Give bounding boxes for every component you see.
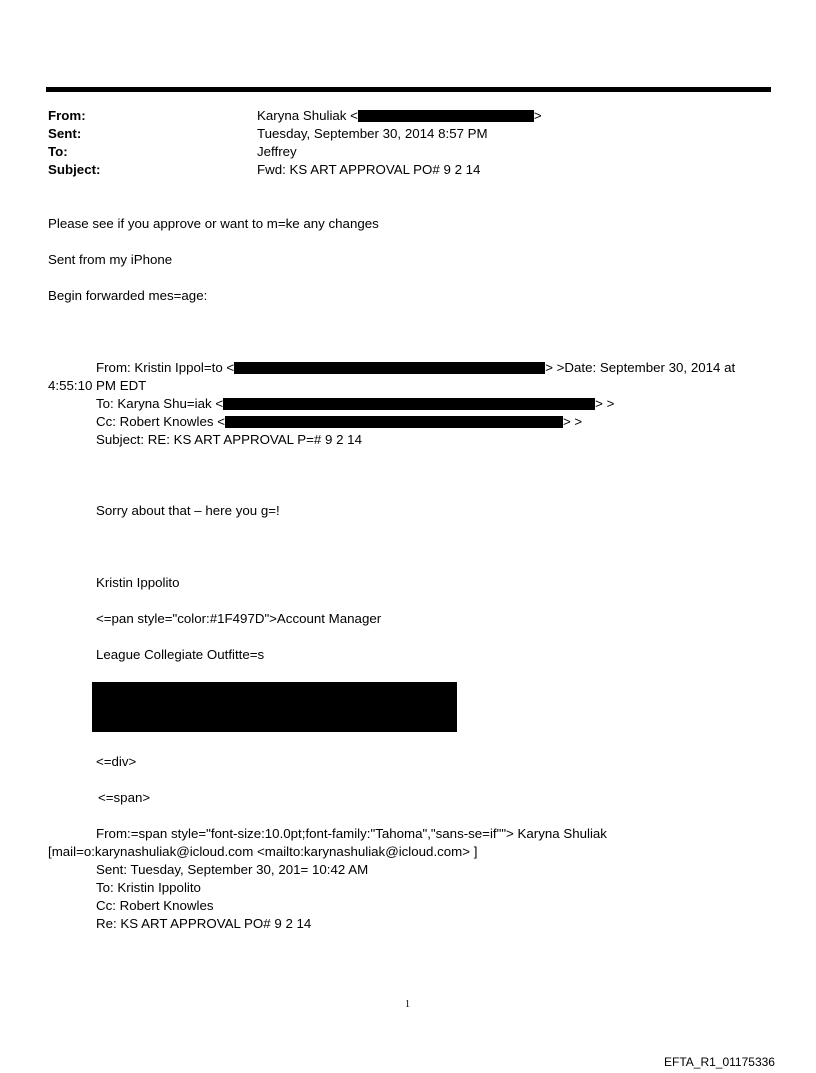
fwd-date-cont: 4:55:10 PM EDT <box>48 378 147 393</box>
sig-title: <=pan style="color:#1F497D">Account Manager <box>96 611 382 626</box>
body-line-3: Begin forwarded mes=age: <box>48 288 208 303</box>
fwd-to-end: > > <box>595 396 615 411</box>
subject-label: Subject: <box>48 162 101 177</box>
from-name: Karyna Shuliak < <box>257 108 358 123</box>
redaction-bar <box>234 362 545 374</box>
fwd-cc-end: > > <box>562 414 583 429</box>
page-number: 1 <box>405 999 410 1010</box>
fwd-from-end: > >Date: September 30, 2014 at <box>545 360 736 375</box>
redaction-bar <box>223 398 595 410</box>
signature-redaction <box>92 682 457 732</box>
fwd-to-line <box>96 395 614 413</box>
fwd-sorry: Sorry about that – here you g=! <box>96 503 280 518</box>
sent-label: Sent: <box>48 126 82 141</box>
from-label: From: <box>48 108 86 123</box>
document-id: EFTA_R1_01175336 <box>664 1055 775 1069</box>
quoted-mail: [mail=o:karynashuliak@icloud.com <mailto:karynashuliak@icloud.com> ] <box>48 844 478 859</box>
fwd-cc-line <box>96 413 582 431</box>
div-tag: <=div> <box>96 754 137 769</box>
body-line-1: Please see if you approve or want to m=ke any changes <box>48 216 379 231</box>
to-value: Jeffrey <box>257 144 297 159</box>
span-tag: <=span> <box>98 790 151 805</box>
quoted-cc: Cc: Robert Knowles <box>96 898 214 913</box>
quoted-from: From:=span style="font-size:10.0pt;font-family:"Tahoma","sans-se=if""> Karyna Shuliak <box>96 826 607 841</box>
from-value <box>257 107 542 125</box>
quoted-sent: Sent: Tuesday, September 30, 201= 10:42 AM <box>96 862 369 877</box>
from-end: > <box>533 108 542 123</box>
fwd-from-line <box>96 359 735 377</box>
quoted-to: To: Kristin Ippolito <box>96 880 201 895</box>
fwd-subject: Subject: RE: KS ART APPROVAL P=# 9 2 14 <box>96 432 362 447</box>
redaction-bar <box>225 416 563 428</box>
fwd-from-start: From: Kristin Ippol=to < <box>96 360 235 375</box>
to-label: To: <box>48 144 68 159</box>
redaction-bar <box>358 110 534 122</box>
sent-value: Tuesday, September 30, 2014 8:57 PM <box>257 126 488 141</box>
subject-value: Fwd: KS ART APPROVAL PO# 9 2 14 <box>257 162 481 177</box>
quoted-re: Re: KS ART APPROVAL PO# 9 2 14 <box>96 916 312 931</box>
fwd-cc-start: Cc: Robert Knowles < <box>96 414 225 429</box>
sig-company: League Collegiate Outfitte=s <box>96 647 265 662</box>
sig-name: Kristin Ippolito <box>96 575 180 590</box>
fwd-to-start: To: Karyna Shu=iak < <box>96 396 224 411</box>
header-rule <box>46 87 771 92</box>
body-line-2: Sent from my iPhone <box>48 252 173 267</box>
